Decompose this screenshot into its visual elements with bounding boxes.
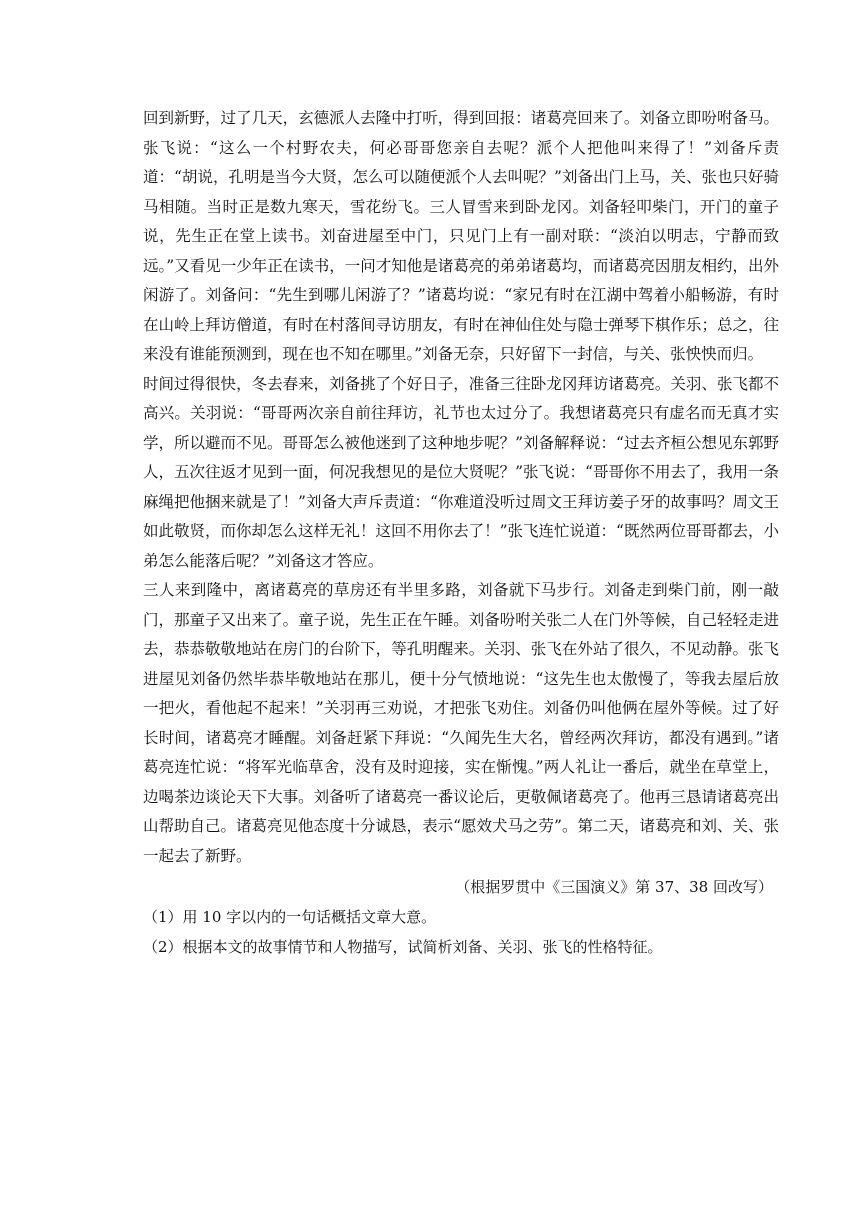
story-paragraph-3: 三人来到隆中，离诸葛亮的草房还有半里多路，刘备就下马步行。刘备走到柴门前，刚一敲门，那童子又出来了。童子说，先生正在午睡。刘备吩咐关张二人在门外等候，自己轻轻走进去，恭恭敬敬地站在房门的台阶下，等孔明醒来。关羽、张飞在外站了很久，不见动静。张飞进屋见刘备仍然毕恭毕敬地站在那儿，便十分气愤地说：“这先生也太傲慢了，等我去屋后放一把火，看他起不起来！”关羽再三劝说，才把张飞劝住。刘备仍叫他俩在屋外等候。过了好长时间，诸葛亮才睡醒。刘备赶紧下拜说：“久闻先生大名，曾经两次拜访，都没有遇到。”诸葛亮连忙说：“将军光临草舍，没有及时迎接，实在惭愧。”两人礼让一番后，就坐在草堂上，边喝茶边谈论天下大事。刘备听了诸葛亮一番议论后，更敬佩诸葛亮了。他再三恳请诸葛亮出山帮助自己。诸葛亮见他态度十分诚恳，表示“愿效犬马之劳”。第二天，诸葛亮和刘、关、张一起去了新野。 [143,581,779,865]
source-citation: （根据罗贯中《三国演义》第 37、38 回改写） [455,878,773,896]
document-page [143,104,779,962]
question-1: （1）用 10 字以内的一句话概括文章大意。 [143,908,437,926]
story-paragraph-1: 回到新野，过了几天，玄德派人去隆中打听，得到回报：诸葛亮回来了。刘备立即吩咐备马。张飞说：“这么一个村野农夫，何必哥哥您亲自去呢？派个人把他叫来得了！”刘备斥责道：“胡说，孔明是当今大贤，怎么可以随便派个人去叫呢？”刘备出门上马，关、张也只好骑马相随。当时正是数九寒天，雪花纷飞。三人冒雪来到卧龙冈。刘备轻叩柴门，开门的童子说，先生正在堂上读书。刘奋进屋至中门，只见门上有一副对联：“淡泊以明志，宁静而致远。”又看见一少年正在读书，一问才知他是诸葛亮的弟弟诸葛均，而诸葛亮因朋友相约，出外闲游了。刘备问：“先生到哪儿闲游了？”诸葛均说：“家兄有时在江湖中驾着小船畅游，有时在山岭上拜访僧道，有时在村落间寻访朋友，有时在神仙住处与隐士弹琴下棋作乐；总之，往来没有谁能预测到，现在也不知在哪里。”刘备无奈，只好留下一封信，与关、张怏怏而归。 [143,109,779,363]
story-paragraph-2: 时间过得很快，冬去春来，刘备挑了个好日子，准备三往卧龙冈拜访诸葛亮。关羽、张飞都不高兴。关羽说：“哥哥两次亲自前往拜访，礼节也太过分了。我想诸葛亮只有虚名而无真才实学，所以避而不见。哥哥怎么被他迷到了这种地步呢？”刘备解释说：“过去齐桓公想见东郭野人，五次往返才见到一面，何况我想见的是位大贤呢？”张飞说：“哥哥你不用去了，我用一条麻绳把他捆来就是了！”刘备大声斥责道：“你难道没听过周文王拜访姜子牙的故事吗？周文王如此敬贤，而你却怎么这样无礼！这回不用你去了！”张飞连忙说道：“既然两位哥哥都去，小弟怎么能落后呢？”刘备这才答应。 [143,374,779,570]
question-2: （2）根据本文的故事情节和人物描写，试简析刘备、关羽、张飞的性格特征。 [143,938,663,956]
